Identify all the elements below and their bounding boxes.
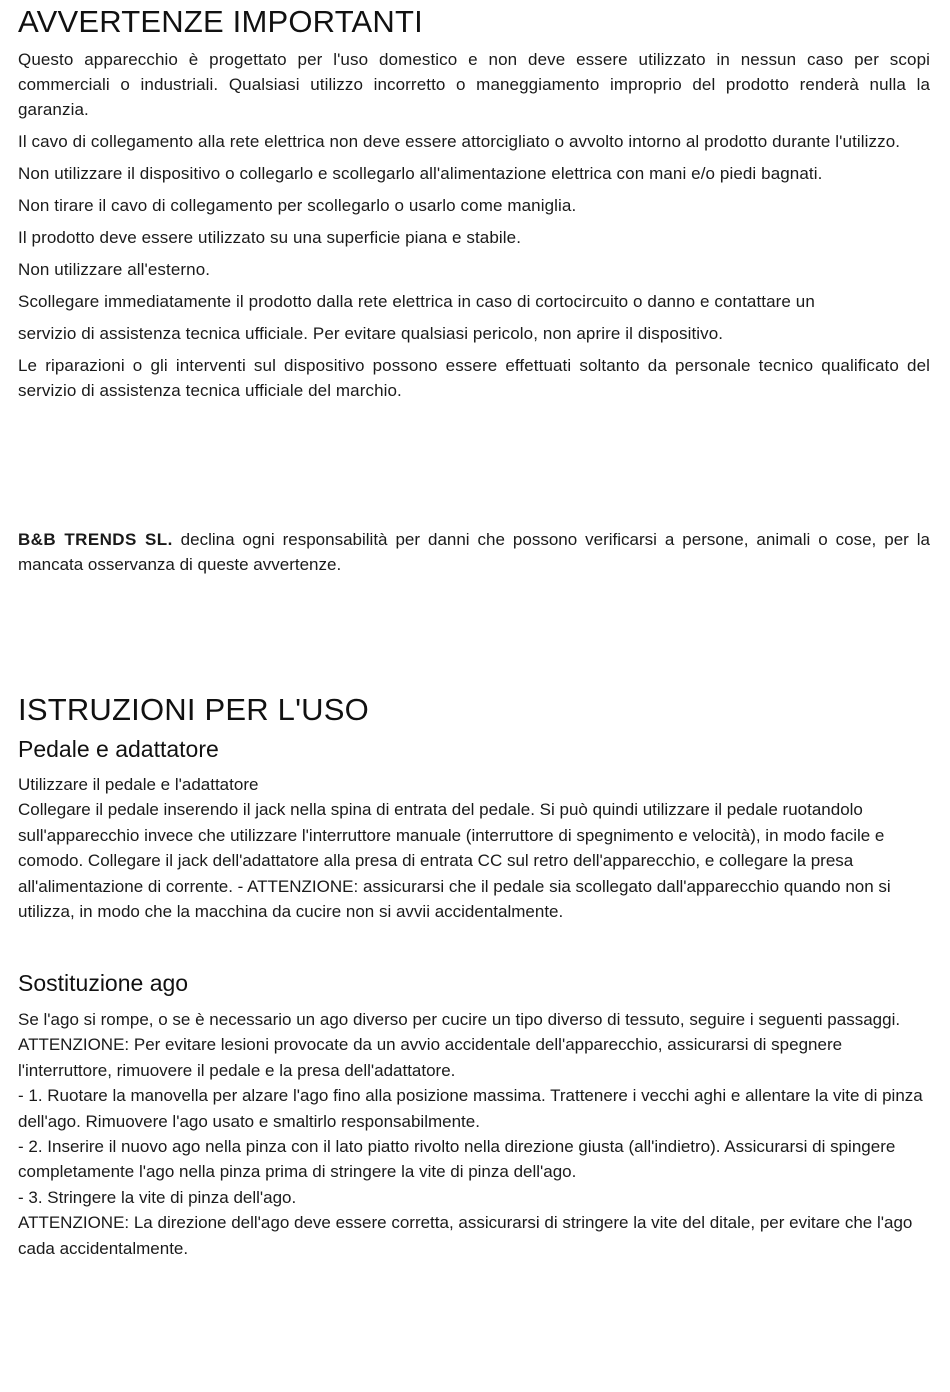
warning-paragraph: Non tirare il cavo di collegamento per scollegarlo o usarlo come maniglia. (18, 196, 577, 215)
disclaimer (18, 527, 930, 577)
disclaimer-company: B&B TRENDS SL. (18, 530, 173, 549)
needle-line: - 2. Inserire il nuovo ago nella pinza con il lato piatto rivolto nella direzione giusta (all'indietro). Assicurarsi di spingere completamente l'ago nella pinza prima di stringere la vite di pinza dell'ago. (18, 1137, 896, 1182)
needle-heading: Sostituzione ago (18, 970, 189, 996)
warning-paragraph: Le riparazioni o gli interventi sul dispositivo possono essere effettuati soltanto da personale tecnico qualificato del servizio di assistenza tecnica ufficiale del marchio. (18, 356, 930, 400)
warning-paragraph: Il prodotto deve essere utilizzato su una superficie piana e stabile. (18, 228, 522, 247)
needle-line: - 3. Stringere la vite di pinza dell'ago. (18, 1187, 297, 1207)
needle-section (18, 1007, 930, 1261)
warning-paragraph: servizio di assistenza tecnica ufficiale. Per evitare qualsiasi pericolo, non aprire il dispositivo. (18, 324, 724, 343)
pedal-line: Utilizzare il pedale e l'adattatore (18, 775, 259, 794)
disclaimer-text: declina ogni responsabilità per danni che possono verificarsi a persone, animali o cose, per la mancata osservanza di queste avvertenze. (18, 530, 931, 574)
warning-paragraph: Scollegare immediatamente il prodotto dalla rete elettrica in caso di cortocircuito o danno e contattare un (18, 292, 815, 311)
warning-paragraph: Il cavo di collegamento alla rete elettrica non deve essere attorcigliato o avvolto intorno al prodotto durante l'utilizzo. (18, 132, 901, 151)
pedal-heading: Pedale e adattatore (18, 736, 219, 762)
needle-line: ATTENZIONE: Per evitare lesioni provocate da un avvio accidentale dell'apparecchio, assicurarsi di spegnere l'interruttore, rimuovere il pedale e la presa dell'adattatore. (18, 1035, 843, 1080)
instructions-title: ISTRUZIONI PER L'USO (18, 692, 369, 727)
pedal-section (18, 772, 930, 924)
warnings-title: AVVERTENZE IMPORTANTI (18, 4, 423, 39)
warning-paragraph: Non utilizzare il dispositivo o collegarlo e scollegarlo all'alimentazione elettrica con mani e/o piedi bagnati. (18, 164, 823, 183)
needle-line: Se l'ago si rompe, o se è necessario un ago diverso per cucire un tipo diverso di tessuto, seguire i seguenti passaggi. (18, 1010, 901, 1029)
pedal-line: Collegare il pedale inserendo il jack nella spina di entrata del pedale. Si può quindi utilizzare il pedale ruotandolo sull'apparecchio invece che utilizzare l'interruttore manuale (interruttore di spegnimento e velocità), in modo facile e comodo. Collegare il jack dell'adattatore alla presa di entrata CC sul retro dell'apparecchio, e collegare la presa all'alimentazione di corrente. - ATTENZIONE: assicurarsi che il pedale sia scollegato dall'apparecchio quando non si utilizza, in modo che la macchina da cucire non si avvii accidentalmente. (18, 800, 891, 922)
warning-paragraph: Questo apparecchio è progettato per l'uso domestico e non deve essere utilizzato in nessun caso per scopi commerciali o industriali. Qualsiasi utilizzo incorretto o maneggiamento improprio del prodotto renderà nulla la garanzia. (18, 50, 930, 119)
needle-line: ATTENZIONE: La direzione dell'ago deve essere corretta, assicurarsi di stringere la vite del ditale, per evitare che l'ago cada accidentalmente. (18, 1213, 913, 1258)
warning-paragraph: Non utilizzare all'esterno. (18, 260, 211, 279)
needle-line: - 1. Ruotare la manovella per alzare l'ago fino alla posizione massima. Trattenere i vecchi aghi e allentare la vite di pinza dell'ago. Rimuovere l'ago usato e smaltirlo responsabilmente. (18, 1086, 923, 1131)
warnings-list (18, 47, 930, 410)
